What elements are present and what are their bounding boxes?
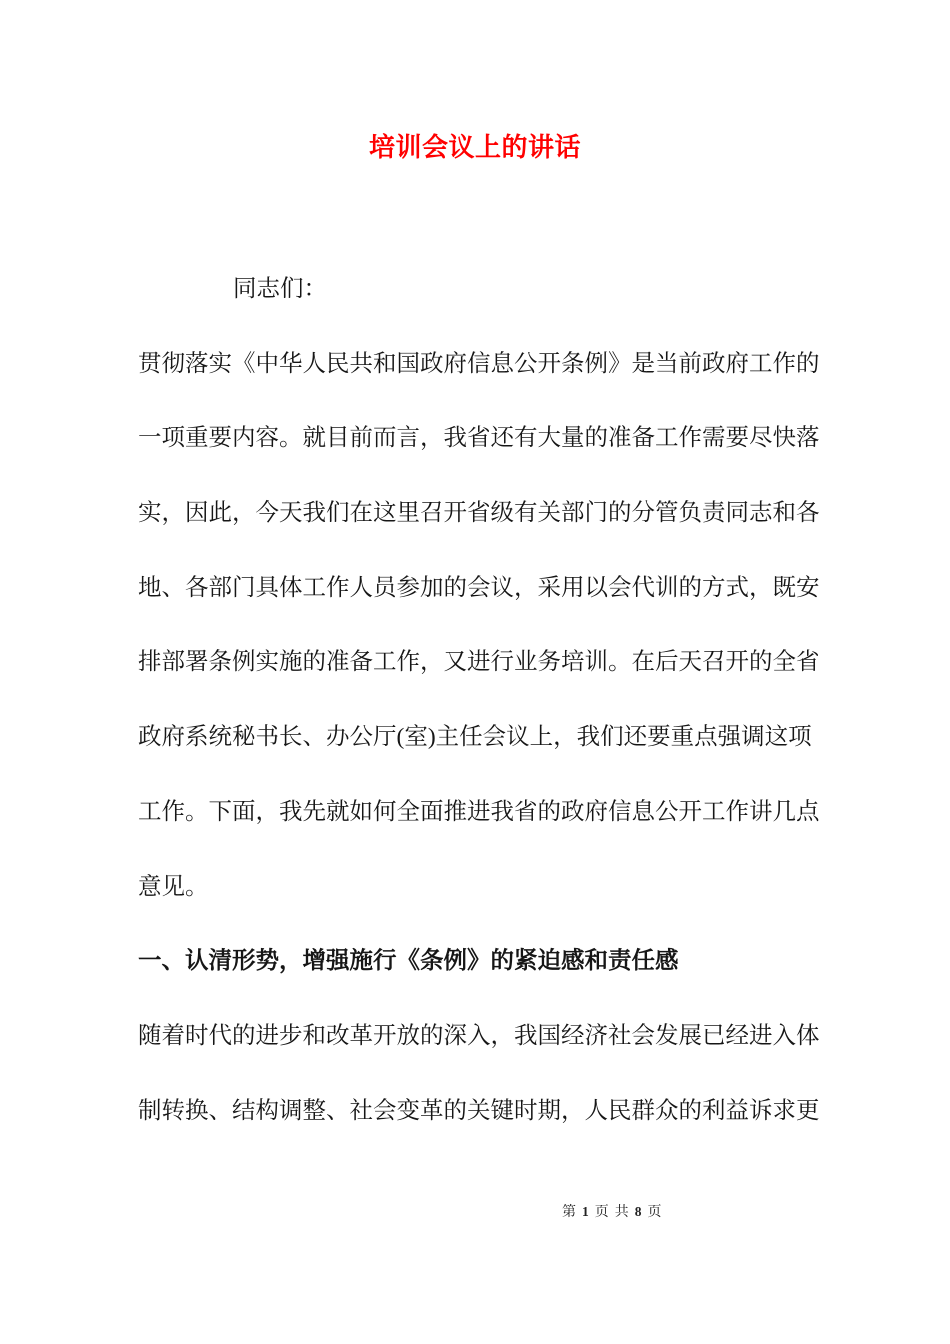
body-line: 排部署条例实施的准备工作，又进行业务培训。在后天召开的全省 bbox=[138, 649, 820, 676]
body-line: 地、各部门具体工作人员参加的会议，采用以会代训的方式，既安 bbox=[138, 574, 820, 601]
salutation-line: 同志们： bbox=[233, 276, 327, 302]
body-line: 实，因此，今天我们在这里召开省级有关部门的分管负责同志和各 bbox=[138, 500, 820, 527]
section-heading: 一、认清形势，增强施行《条例》的紧迫感和责任感 bbox=[138, 948, 679, 975]
body-line: 随着时代的进步和改革开放的深入，我国经济社会发展已经进入体 bbox=[138, 1022, 820, 1049]
footer-pages-label: 页 bbox=[647, 1205, 662, 1220]
footer-page-label: 页 bbox=[594, 1205, 609, 1220]
body-line: 意见。 bbox=[138, 873, 209, 900]
body-line: 制转换、结构调整、社会变革的关键时期，人民群众的利益诉求更 bbox=[138, 1097, 820, 1124]
footer-current-page-number: 1 bbox=[582, 1204, 589, 1219]
body-line: 工作。下面，我先就如何全面推进我省的政府信息公开工作讲几点 bbox=[138, 798, 820, 825]
footer-prefix-label: 第 bbox=[562, 1205, 576, 1220]
document-title: 培训会议上的讲话 bbox=[368, 133, 581, 162]
footer-total-label: 共 bbox=[614, 1205, 629, 1220]
body-line: 贯彻落实《中华人民共和国政府信息公开条例》是当前政府工作的 bbox=[138, 350, 820, 377]
body-text bbox=[138, 252, 838, 1148]
body-line: 一项重要内容。就目前而言，我省还有大量的准备工作需要尽快落 bbox=[138, 425, 820, 452]
footer-total-pages-number: 8 bbox=[634, 1204, 642, 1219]
page-footer bbox=[562, 1202, 662, 1223]
body-line: 政府系统秘书长、办公厅(室)主任会议上，我们还要重点强调这项 bbox=[138, 724, 812, 751]
